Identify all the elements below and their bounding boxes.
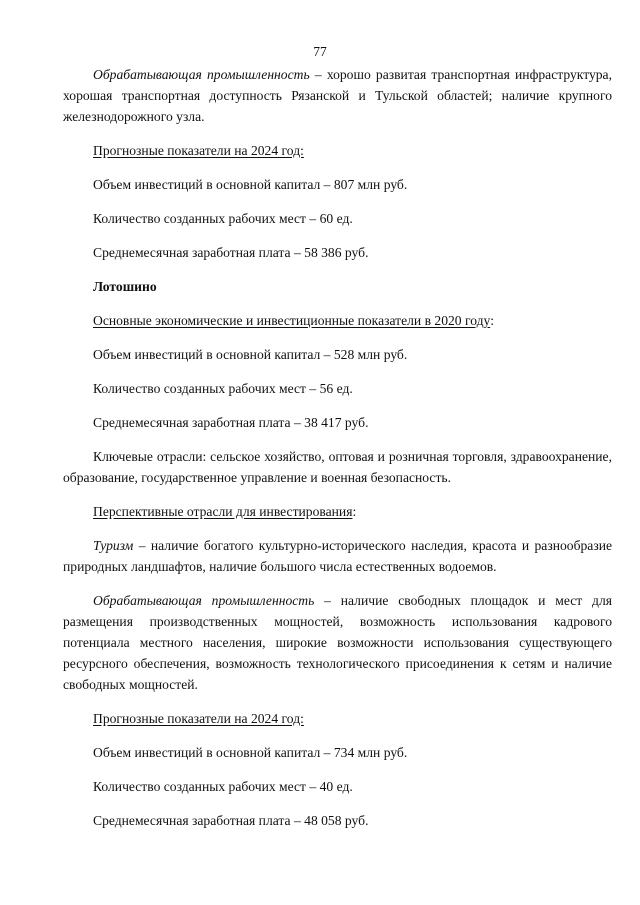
forecast-item-investment-1: Объем инвестиций в основной капитал – 807 млн руб.: [93, 177, 408, 192]
indicators-heading-text: Основные экономические и инвестиционные показатели в 2020 году: [93, 313, 491, 328]
page-number: 77: [313, 44, 327, 59]
indicator-item-investment: Объем инвестиций в основной капитал – 528 млн руб.: [93, 347, 408, 362]
page-content: [63, 64, 612, 831]
prospective-heading-colon: :: [352, 504, 357, 519]
manufacturing-description: – хорошо развитая транспортная инфраструктура, хорошая транспортная доступность Рязанской и Тульской областей; наличие крупного железнодорожного узла.: [63, 67, 612, 124]
forecast-heading-text: Прогнозные показатели на 2024 год:: [93, 143, 304, 158]
forecast-heading-1: [63, 140, 612, 161]
district-name: Лотошино: [93, 279, 157, 294]
tourism-label: Туризм: [93, 538, 134, 553]
manufacturing-intro-paragraph: [63, 64, 612, 127]
forecast-heading-2: [63, 708, 612, 729]
indicator-item-salary: Среднемесячная заработная плата – 38 417 руб.: [93, 415, 369, 430]
tourism-paragraph: [63, 535, 612, 577]
prospective-heading: [63, 501, 612, 522]
forecast-item-investment-2: Объем инвестиций в основной капитал – 734 млн руб.: [93, 745, 408, 760]
forecast-heading-text-2: Прогнозные показатели на 2024 год:: [93, 711, 304, 726]
tourism-description: – наличие богатого культурно-исторического наследия, красота и разнообразие природных ландшафтов, наличие большого числа естественных водоемов.: [63, 538, 612, 574]
manufacturing-description-2: – наличие свободных площадок и мест для размещения производственных мощностей, возможность использования кадрового потенциала местного населения, широкие возможности использования существующего ресурсного обеспечения, возможность технологического присоединения к сетям и наличие свободных мощностей.: [63, 593, 612, 692]
forecast-item-jobs-2: Количество созданных рабочих мест – 40 ед.: [93, 779, 353, 794]
manufacturing-label: Обрабатывающая промышленность: [93, 67, 310, 82]
indicators-heading: [63, 310, 612, 331]
forecast-item-salary-1: Среднемесячная заработная плата – 58 386 руб.: [93, 245, 369, 260]
manufacturing-label-2: Обрабатывающая промышленность: [93, 593, 315, 608]
forecast-item-salary-2: Среднемесячная заработная плата – 48 058 руб.: [93, 813, 369, 828]
key-sectors-paragraph: Ключевые отрасли: сельское хозяйство, оптовая и розничная торговля, здравоохранение, образование, государственное управление и военная безопасность.: [63, 449, 612, 485]
prospective-heading-text: Перспективные отрасли для инвестирования: [93, 504, 353, 519]
indicator-item-jobs: Количество созданных рабочих мест – 56 ед.: [93, 381, 353, 396]
district-heading: [63, 276, 612, 297]
indicators-heading-colon: :: [490, 313, 494, 328]
forecast-item-jobs-1: Количество созданных рабочих мест – 60 ед.: [93, 211, 353, 226]
manufacturing-paragraph-2: [63, 590, 612, 695]
